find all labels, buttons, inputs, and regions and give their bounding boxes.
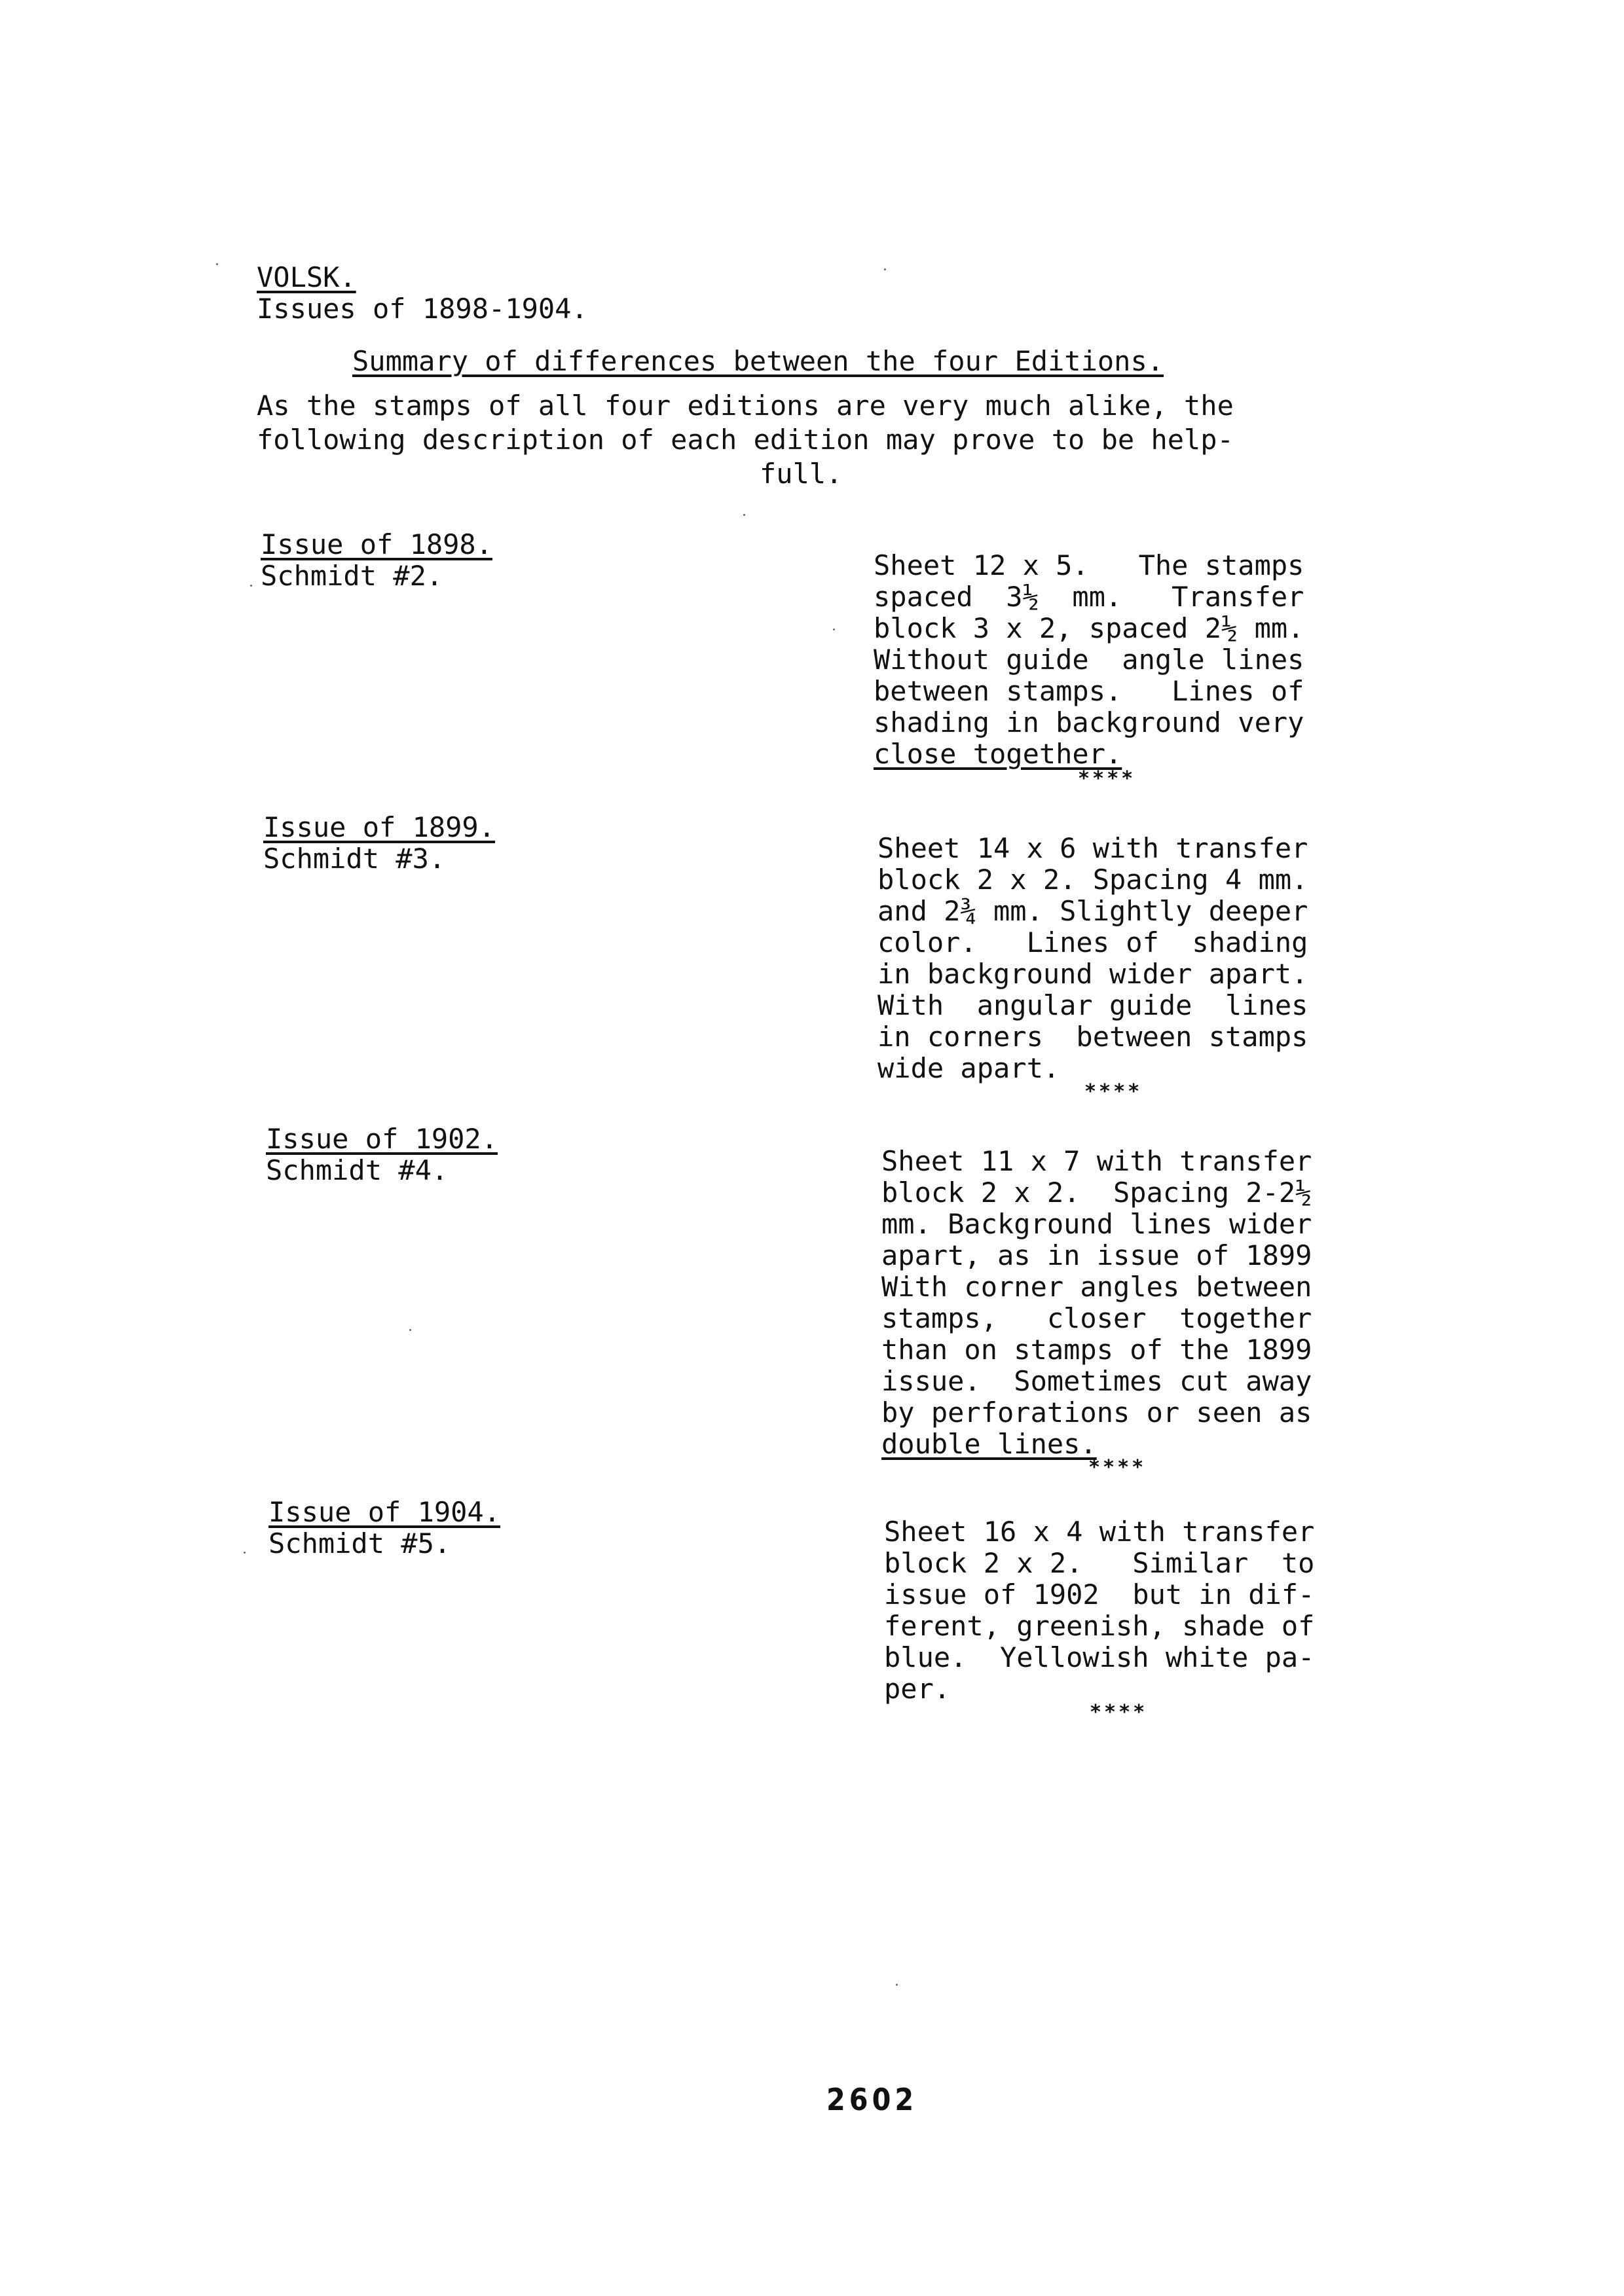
summary-heading: Summary of differences between the four Editions. [352,345,1164,377]
separator-stars: **** [1084,1080,1143,1103]
description-line: Sheet 12 x 5. The stamps [874,549,1304,581]
description-line: than on stamps of the 1899 [881,1334,1312,1366]
description-line: With corner angles between [881,1271,1312,1303]
description-line: block 2 x 2. Spacing 4 mm. [877,864,1308,896]
description-line: color. Lines of shading [877,926,1308,958]
description-line: double lines. [881,1428,1097,1460]
description-line: block 2 x 2. Spacing 2-2½ [881,1176,1312,1209]
description-line: stamps, closer together [881,1302,1312,1334]
scan-speck [250,585,252,587]
description-line: Without guide angle lines [874,644,1304,676]
description-line: wide apart. [877,1052,1060,1084]
description-line: in background wider apart. [877,958,1308,990]
separator-stars: **** [1078,767,1136,790]
scan-speck [833,629,835,630]
description-line: ferent, greenish, shade of [884,1610,1315,1642]
description-line: block 2 x 2. Similar to [884,1547,1315,1579]
description-line: and 2¾ mm. Slightly deeper [877,895,1308,927]
document-title: VOLSK. [257,261,356,293]
issue-reference: Schmidt #2. [261,560,443,592]
separator-stars: **** [1088,1456,1147,1479]
description-line: close together. [874,738,1122,770]
scan-speck [896,1984,898,1986]
issue-title: Issue of 1898. [261,528,493,560]
description-line: apart, as in issue of 1899 [881,1239,1312,1271]
intro-line: As the stamps of all four editions are very much alike, the [257,390,1234,422]
description-line: mm. Background lines wider [881,1208,1312,1240]
page-number: 2602 [826,2082,918,2117]
issue-title: Issue of 1899. [263,811,496,843]
description-line: blue. Yellowish white pa- [884,1641,1315,1673]
description-line: Sheet 16 x 4 with transfer [884,1516,1315,1548]
scan-speck [409,1329,411,1331]
document-subtitle: Issues of 1898-1904. [257,293,588,325]
description-line: by perforations or seen as [881,1396,1312,1429]
issue-title: Issue of 1902. [266,1123,498,1155]
scan-speck [216,263,218,265]
description-line: With angular guide lines [877,989,1308,1021]
description-line: Sheet 11 x 7 with transfer [881,1145,1312,1177]
description-line: issue. Sometimes cut away [881,1365,1312,1397]
description-line: per. [884,1673,951,1705]
description-line: between stamps. Lines of [874,675,1304,707]
scan-speck [743,514,745,516]
issue-reference: Schmidt #4. [266,1154,449,1186]
scan-speck [244,1552,246,1554]
description-line: issue of 1902 but in dif- [884,1578,1315,1611]
description-line: block 3 x 2, spaced 2½ mm. [874,612,1304,644]
description-line: in corners between stamps [877,1021,1308,1053]
intro-line: following description of each edition may prove to be help- [257,424,1234,456]
scan-speck [884,268,886,270]
intro-line: full. [760,458,843,490]
issue-title: Issue of 1904. [268,1496,501,1528]
issue-reference: Schmidt #5. [268,1527,451,1559]
separator-stars: **** [1090,1701,1148,1724]
issue-reference: Schmidt #3. [263,843,446,875]
description-line: spaced 3½ mm. Transfer [874,581,1304,613]
description-line: Sheet 14 x 6 with transfer [877,832,1308,864]
description-line: shading in background very [874,706,1304,738]
